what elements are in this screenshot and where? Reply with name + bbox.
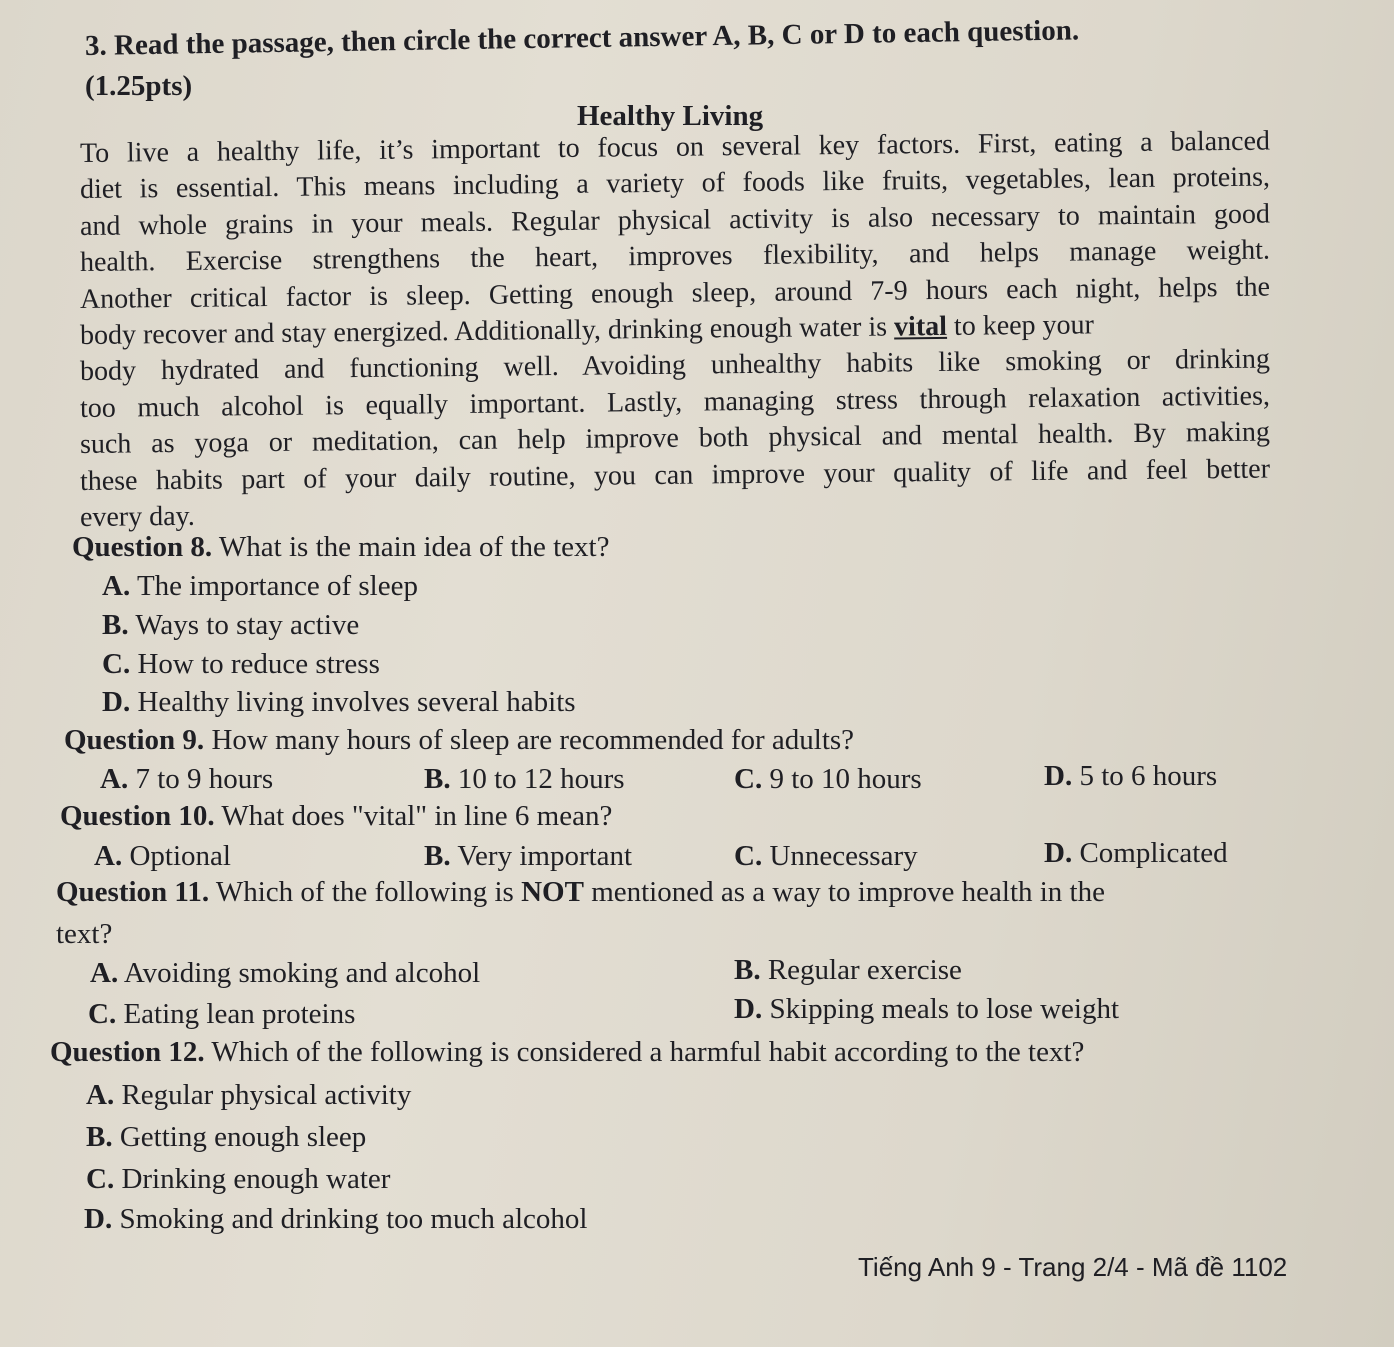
question-9: [64, 724, 854, 757]
q11-option-b[interactable]: B. Regular exercise: [734, 954, 962, 986]
vital-word: vital: [893, 310, 948, 343]
instruction-text: 3. Read the passage, then circle the correct answer A, B, C or D to each question.: [84, 14, 1080, 62]
q12-option-d[interactable]: D. Smoking and drinking too much alcohol: [84, 1203, 588, 1235]
question-label: Question 8.: [72, 531, 213, 563]
passage-line-6-start: body recover and stay energized. Additionally, drinking enough water is: [79, 311, 895, 352]
q9-option-d[interactable]: D. 5 to 6 hours: [1044, 760, 1218, 792]
passage-line: body hydrated and functioning well. Avoiding unhealthy habits like smoking or drinking: [79, 343, 1271, 388]
question-text: Which of the following is considered a harmful habit according to the text?: [211, 1036, 1085, 1068]
question-label: Question 10.: [60, 800, 215, 832]
passage-line: To live a healthy life, it’s important to focus on several key factors. First, eating a balanced: [79, 125, 1271, 169]
q10-option-a[interactable]: A. Optional: [94, 840, 231, 872]
section-header: [84, 14, 1235, 106]
q12-option-c[interactable]: C. Drinking enough water: [86, 1163, 391, 1195]
q10-option-c[interactable]: C. Unnecessary: [734, 840, 918, 872]
q8-option-c[interactable]: C. How to reduce stress: [102, 648, 380, 680]
page-footer: Tiếng Anh 9 - Trang 2/4 - Mã đề 1102: [858, 1252, 1288, 1282]
passage-line: every day.: [79, 500, 195, 534]
passage-line: diet is essential. This means including a variety of foods like fruits, vegetables, lean proteins,: [79, 161, 1271, 206]
question-label: Question 11.: [56, 876, 210, 908]
question-11-line2: text?: [56, 918, 113, 950]
question-8: [72, 531, 609, 564]
q8-option-a[interactable]: A. The importance of sleep: [102, 570, 418, 602]
question-12: [50, 1036, 1084, 1069]
passage-line: these habits part of your daily routine, you can improve your quality of life and feel better: [79, 453, 1271, 497]
question-text: What does "vital" in line 6 mean?: [221, 800, 613, 832]
points-text: (1.25pts): [85, 70, 193, 102]
q9-option-c[interactable]: C. 9 to 10 hours: [734, 763, 922, 795]
question-text-cont: mentioned as a way to improve health in the: [591, 876, 1105, 908]
q11-option-a[interactable]: A. Avoiding smoking and alcohol: [90, 957, 481, 989]
passage-body: [79, 125, 1280, 536]
q12-option-b[interactable]: B. Getting enough sleep: [86, 1121, 367, 1153]
q11-option-c[interactable]: C. Eating lean proteins: [88, 998, 356, 1030]
q8-option-b[interactable]: B. Ways to stay active: [102, 609, 360, 641]
q10-option-d[interactable]: D. Complicated: [1044, 837, 1228, 869]
question-text: What is the main idea of the text?: [218, 531, 610, 563]
q8-option-d[interactable]: D. Healthy living involves several habits: [102, 686, 576, 718]
passage-line-6-end: to keep your: [946, 309, 1095, 342]
passage-line: health. Exercise strengthens the heart, improves flexibility, and helps manage weight.: [79, 234, 1271, 279]
q12-option-a[interactable]: A. Regular physical activity: [86, 1079, 412, 1111]
question-text: How many hours of sleep are recommended for adults?: [211, 724, 855, 756]
question-11: [56, 876, 1105, 909]
question-10: [60, 800, 612, 833]
q9-option-a[interactable]: A. 7 to 9 hours: [100, 763, 274, 795]
q11-option-d[interactable]: D. Skipping meals to lose weight: [734, 993, 1120, 1025]
passage-line: such as yoga or meditation, can help improve both physical and mental health. By making: [79, 416, 1271, 461]
passage-title: Healthy Living: [577, 100, 764, 132]
question-label: Question 12.: [50, 1036, 205, 1068]
question-label: Question 9.: [64, 724, 205, 756]
q9-option-b[interactable]: B. 10 to 12 hours: [424, 763, 625, 795]
q10-option-b[interactable]: B. Very important: [424, 840, 633, 872]
passage-line: and whole grains in your meals. Regular physical activity is also necessary to maintain good: [79, 198, 1271, 242]
passage-line: too much alcohol is equally important. Lastly, managing stress through relaxation activities,: [79, 380, 1271, 424]
question-text: Which of the following is: [215, 876, 514, 908]
passage-line: Another critical factor is sleep. Getting enough sleep, around 7-9 hours each night, helps the: [79, 271, 1271, 315]
question-emphasis: NOT: [521, 876, 584, 908]
